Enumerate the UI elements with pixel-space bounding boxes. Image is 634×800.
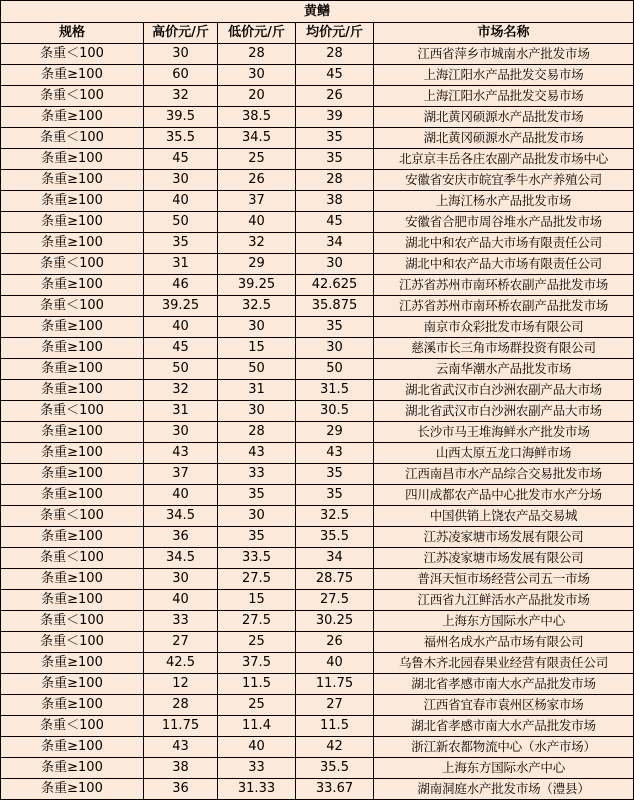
table-row [1, 422, 634, 443]
cell-high-price: 43 [144, 737, 218, 758]
table-row [1, 191, 634, 212]
cell-market-name: 乌鲁木齐北园春果业经营有限责任公司 [374, 653, 634, 674]
cell-market-name: 湖北中和农产品大市场有限责任公司 [374, 233, 634, 254]
cell-spec: 条重＜100 [1, 44, 144, 65]
cell-low-price: 39.25 [218, 275, 296, 296]
cell-low-price: 37.5 [218, 653, 296, 674]
cell-market-name: 四川成都农产品中心批发市水产分场 [374, 485, 634, 506]
cell-market-name: 湖北省孝感市南大水产品批发市场 [374, 716, 634, 737]
cell-avg-price: 34 [296, 548, 374, 569]
header-low-price: 低价元/斤 [218, 23, 296, 44]
cell-high-price: 28 [144, 695, 218, 716]
cell-low-price: 27.5 [218, 611, 296, 632]
cell-avg-price: 26 [296, 632, 374, 653]
table-row [1, 569, 634, 590]
cell-low-price: 35 [218, 527, 296, 548]
cell-high-price: 30 [144, 44, 218, 65]
cell-market-name: 安徽省安庆市皖宜季牛水产养殖公司 [374, 170, 634, 191]
table-row [1, 149, 634, 170]
cell-market-name: 北京京丰岳各庄农副产品批发市场中心 [374, 149, 634, 170]
cell-low-price: 32.5 [218, 296, 296, 317]
cell-market-name: 湖北省武汉市白沙洲农副产品大市场 [374, 380, 634, 401]
table-row [1, 317, 634, 338]
cell-low-price: 29 [218, 254, 296, 275]
table-row [1, 275, 634, 296]
cell-high-price: 32 [144, 86, 218, 107]
cell-spec: 条重＜100 [1, 128, 144, 149]
cell-low-price: 40 [218, 212, 296, 233]
cell-low-price: 32 [218, 233, 296, 254]
cell-avg-price: 28.75 [296, 569, 374, 590]
cell-spec: 条重＜100 [1, 86, 144, 107]
table-row [1, 737, 634, 758]
header-market-name: 市场名称 [374, 23, 634, 44]
table-row [1, 107, 634, 128]
cell-high-price: 40 [144, 485, 218, 506]
cell-spec: 条重＜100 [1, 254, 144, 275]
cell-high-price: 35.5 [144, 128, 218, 149]
cell-market-name: 江西省九江鲜活水产品批发市场 [374, 590, 634, 611]
cell-spec: 条重≥100 [1, 212, 144, 233]
cell-low-price: 30 [218, 65, 296, 86]
cell-low-price: 26 [218, 170, 296, 191]
cell-high-price: 45 [144, 149, 218, 170]
cell-low-price: 25 [218, 632, 296, 653]
cell-market-name: 江西省宜春市袁州区杨家市场 [374, 695, 634, 716]
cell-high-price: 36 [144, 779, 218, 800]
table-row [1, 485, 634, 506]
header-spec: 规格 [1, 23, 144, 44]
cell-market-name: 湖北省武汉市白沙洲农副产品大市场 [374, 401, 634, 422]
table-row [1, 695, 634, 716]
cell-low-price: 31.33 [218, 779, 296, 800]
cell-spec: 条重≥100 [1, 779, 144, 800]
cell-market-name: 上海江杨水产品批发市场 [374, 191, 634, 212]
cell-avg-price: 45 [296, 65, 374, 86]
table-row [1, 296, 634, 317]
cell-spec: 条重≥100 [1, 590, 144, 611]
cell-spec: 条重≥100 [1, 380, 144, 401]
table-title: 黄鳝 [1, 1, 634, 23]
cell-low-price: 35 [218, 485, 296, 506]
cell-high-price: 39.5 [144, 107, 218, 128]
cell-market-name: 湖北中和农产品大市场有限责任公司 [374, 254, 634, 275]
table-row [1, 128, 634, 149]
table-row [1, 674, 634, 695]
cell-spec: 条重≥100 [1, 65, 144, 86]
cell-spec: 条重≥100 [1, 485, 144, 506]
cell-avg-price: 31.5 [296, 380, 374, 401]
cell-market-name: 福州名成水产品市场有限公司 [374, 632, 634, 653]
cell-low-price: 38.5 [218, 107, 296, 128]
cell-high-price: 43 [144, 443, 218, 464]
cell-market-name: 江苏凌家塘市场发展有限公司 [374, 527, 634, 548]
cell-avg-price: 28 [296, 170, 374, 191]
price-table-body [1, 1, 634, 800]
cell-avg-price: 32.5 [296, 506, 374, 527]
cell-spec: 条重≥100 [1, 527, 144, 548]
cell-avg-price: 30.5 [296, 401, 374, 422]
cell-avg-price: 26 [296, 86, 374, 107]
cell-market-name: 慈溪市长三角市场群投资有限公司 [374, 338, 634, 359]
cell-avg-price: 33.67 [296, 779, 374, 800]
cell-avg-price: 42 [296, 737, 374, 758]
cell-high-price: 34.5 [144, 548, 218, 569]
table-row [1, 338, 634, 359]
cell-high-price: 42.5 [144, 653, 218, 674]
table-row [1, 716, 634, 737]
cell-avg-price: 29 [296, 422, 374, 443]
cell-market-name: 云南华潮水产品批发市场 [374, 359, 634, 380]
cell-market-name: 浙江新农都物流中心（水产市场） [374, 737, 634, 758]
cell-market-name: 江西南昌市水产品综合交易批发市场 [374, 464, 634, 485]
cell-avg-price: 30 [296, 338, 374, 359]
cell-avg-price: 28 [296, 44, 374, 65]
table-row [1, 44, 634, 65]
cell-avg-price: 50 [296, 359, 374, 380]
cell-high-price: 60 [144, 65, 218, 86]
cell-high-price: 31 [144, 401, 218, 422]
cell-spec: 条重≥100 [1, 191, 144, 212]
table-row [1, 212, 634, 233]
cell-low-price: 28 [218, 422, 296, 443]
cell-low-price: 33.5 [218, 548, 296, 569]
table-row [1, 527, 634, 548]
title-row [1, 1, 634, 23]
cell-avg-price: 34 [296, 233, 374, 254]
cell-market-name: 湖北省孝感市南大水产品批发市场 [374, 674, 634, 695]
cell-high-price: 40 [144, 590, 218, 611]
cell-spec: 条重＜100 [1, 716, 144, 737]
table-row [1, 779, 634, 800]
cell-market-name: 江西省萍乡市城南水产批发市场 [374, 44, 634, 65]
cell-avg-price: 43 [296, 443, 374, 464]
cell-high-price: 38 [144, 758, 218, 779]
cell-spec: 条重≥100 [1, 149, 144, 170]
cell-avg-price: 40 [296, 653, 374, 674]
cell-low-price: 30 [218, 317, 296, 338]
table-row [1, 443, 634, 464]
cell-spec: 条重≥100 [1, 359, 144, 380]
cell-spec: 条重≥100 [1, 653, 144, 674]
table-row [1, 359, 634, 380]
cell-high-price: 27 [144, 632, 218, 653]
cell-low-price: 11.5 [218, 674, 296, 695]
cell-high-price: 37 [144, 464, 218, 485]
cell-avg-price: 30.25 [296, 611, 374, 632]
table-row [1, 380, 634, 401]
cell-market-name: 山西太原五龙口海鲜市场 [374, 443, 634, 464]
cell-market-name: 湖北黄冈硕源水产品批发市场 [374, 107, 634, 128]
cell-avg-price: 35.5 [296, 527, 374, 548]
table-row [1, 401, 634, 422]
cell-high-price: 50 [144, 212, 218, 233]
cell-high-price: 40 [144, 191, 218, 212]
cell-market-name: 长沙市马王堆海鲜水产批发市场 [374, 422, 634, 443]
cell-market-name: 中国供销上饶农产品交易城 [374, 506, 634, 527]
table-row [1, 233, 634, 254]
cell-spec: 条重≥100 [1, 674, 144, 695]
cell-high-price: 35 [144, 233, 218, 254]
cell-market-name: 江苏省苏州市南环桥农副产品批发市场 [374, 275, 634, 296]
cell-market-name: 江苏凌家塘市场发展有限公司 [374, 548, 634, 569]
cell-high-price: 30 [144, 569, 218, 590]
cell-low-price: 28 [218, 44, 296, 65]
cell-high-price: 40 [144, 317, 218, 338]
cell-market-name: 上海江阳水产品批发交易市场 [374, 86, 634, 107]
cell-market-name: 普洱天恒市场经营公司五一市场 [374, 569, 634, 590]
cell-low-price: 15 [218, 590, 296, 611]
cell-avg-price: 35 [296, 464, 374, 485]
cell-spec: 条重≥100 [1, 464, 144, 485]
cell-spec: 条重≥100 [1, 317, 144, 338]
cell-spec: 条重≥100 [1, 338, 144, 359]
cell-high-price: 30 [144, 170, 218, 191]
table-row [1, 653, 634, 674]
cell-spec: 条重＜100 [1, 611, 144, 632]
cell-low-price: 30 [218, 401, 296, 422]
table-row [1, 86, 634, 107]
cell-spec: 条重≥100 [1, 443, 144, 464]
cell-spec: 条重≥100 [1, 737, 144, 758]
cell-low-price: 50 [218, 359, 296, 380]
cell-high-price: 12 [144, 674, 218, 695]
cell-high-price: 46 [144, 275, 218, 296]
cell-avg-price: 38 [296, 191, 374, 212]
cell-high-price: 30 [144, 422, 218, 443]
cell-avg-price: 35.875 [296, 296, 374, 317]
cell-low-price: 11.4 [218, 716, 296, 737]
cell-market-name: 上海东方国际水产中心 [374, 611, 634, 632]
cell-avg-price: 42.625 [296, 275, 374, 296]
cell-low-price: 37 [218, 191, 296, 212]
cell-low-price: 30 [218, 506, 296, 527]
cell-low-price: 33 [218, 758, 296, 779]
cell-high-price: 39.25 [144, 296, 218, 317]
cell-low-price: 25 [218, 149, 296, 170]
table-row [1, 548, 634, 569]
cell-high-price: 32 [144, 380, 218, 401]
cell-low-price: 20 [218, 86, 296, 107]
cell-avg-price: 35 [296, 149, 374, 170]
table-row [1, 170, 634, 191]
cell-low-price: 40 [218, 737, 296, 758]
cell-spec: 条重＜100 [1, 548, 144, 569]
cell-spec: 条重≥100 [1, 422, 144, 443]
cell-spec: 条重≥100 [1, 569, 144, 590]
table-row [1, 611, 634, 632]
cell-market-name: 安徽省合肥市周谷堆水产品批发市场 [374, 212, 634, 233]
cell-avg-price: 11.75 [296, 674, 374, 695]
cell-spec: 条重＜100 [1, 296, 144, 317]
cell-market-name: 湖北黄冈硕源水产品批发市场 [374, 128, 634, 149]
cell-low-price: 15 [218, 338, 296, 359]
cell-low-price: 27.5 [218, 569, 296, 590]
cell-avg-price: 39 [296, 107, 374, 128]
cell-high-price: 33 [144, 611, 218, 632]
table-row [1, 65, 634, 86]
table-row [1, 590, 634, 611]
header-row [1, 23, 634, 44]
header-avg-price: 均价元/斤 [296, 23, 374, 44]
table-row [1, 254, 634, 275]
cell-market-name: 上海东方国际水产中心 [374, 758, 634, 779]
cell-high-price: 36 [144, 527, 218, 548]
cell-avg-price: 35 [296, 128, 374, 149]
table-row [1, 464, 634, 485]
cell-market-name: 江苏省苏州市南环桥农副产品批发市场 [374, 296, 634, 317]
cell-spec: 条重＜100 [1, 401, 144, 422]
cell-spec: 条重≥100 [1, 275, 144, 296]
cell-avg-price: 35 [296, 485, 374, 506]
cell-low-price: 31 [218, 380, 296, 401]
cell-high-price: 34.5 [144, 506, 218, 527]
cell-high-price: 45 [144, 338, 218, 359]
table-row [1, 506, 634, 527]
cell-avg-price: 45 [296, 212, 374, 233]
cell-low-price: 25 [218, 695, 296, 716]
cell-market-name: 南京市众彩批发市场有限公司 [374, 317, 634, 338]
cell-spec: 条重≥100 [1, 233, 144, 254]
cell-avg-price: 27 [296, 695, 374, 716]
cell-avg-price: 30 [296, 254, 374, 275]
cell-low-price: 43 [218, 443, 296, 464]
table-row [1, 632, 634, 653]
cell-market-name: 湖南洞庭水产批发市场（澧县） [374, 779, 634, 800]
cell-avg-price: 27.5 [296, 590, 374, 611]
cell-low-price: 34.5 [218, 128, 296, 149]
cell-high-price: 11.75 [144, 716, 218, 737]
cell-spec: 条重＜100 [1, 506, 144, 527]
cell-spec: 条重≥100 [1, 758, 144, 779]
cell-avg-price: 11.5 [296, 716, 374, 737]
cell-low-price: 33 [218, 464, 296, 485]
cell-market-name: 上海江阳水产品批发交易市场 [374, 65, 634, 86]
cell-spec: 条重＜100 [1, 632, 144, 653]
cell-high-price: 31 [144, 254, 218, 275]
cell-spec: 条重≥100 [1, 107, 144, 128]
cell-avg-price: 35.5 [296, 758, 374, 779]
cell-spec: 条重≥100 [1, 170, 144, 191]
cell-spec: 条重≥100 [1, 695, 144, 716]
cell-high-price: 50 [144, 359, 218, 380]
header-high-price: 高价元/斤 [144, 23, 218, 44]
table-row [1, 758, 634, 779]
cell-avg-price: 35 [296, 317, 374, 338]
